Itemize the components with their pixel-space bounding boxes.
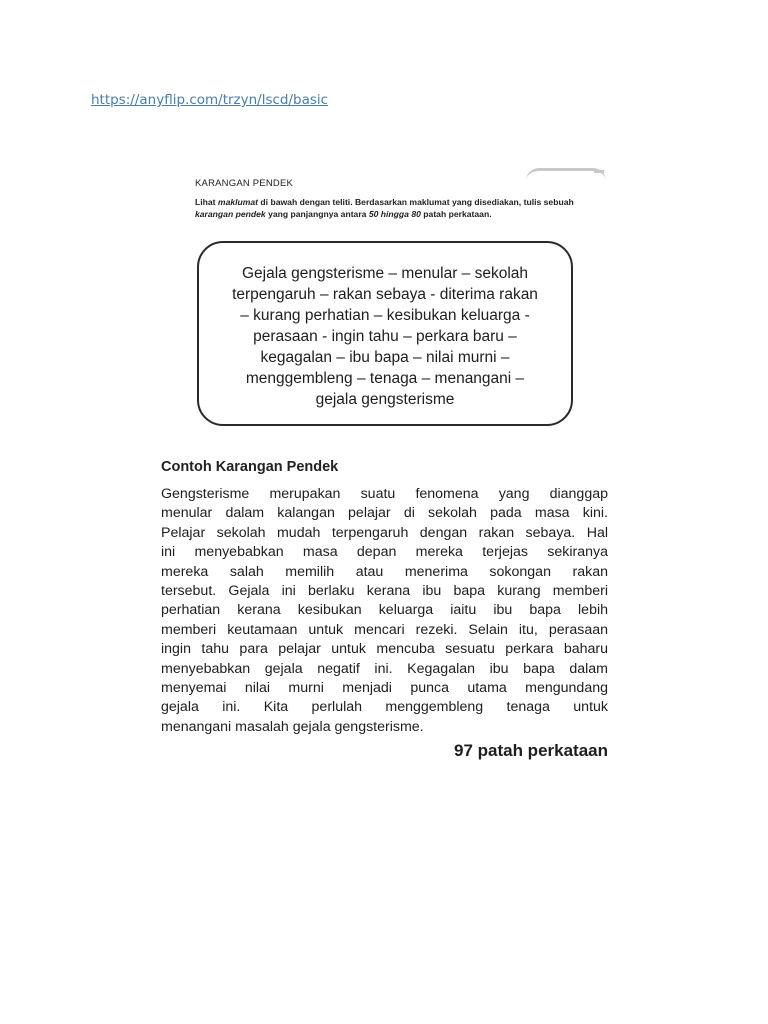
essay-line: ini menyebabkan masa depan mereka terjejas sekiranya	[161, 544, 608, 561]
instruction-part: Lihat	[195, 197, 218, 207]
keyword-line: – kurang perhatian – kesibukan keluarga -	[240, 307, 530, 324]
essay-line: tersebut. Gejala ini berlaku kerana ibu bapa kurang memberi	[161, 583, 608, 600]
worksheet-instructions	[195, 196, 605, 220]
essay-line: Gengsterisme merupakan suatu fenomena yang dianggap	[161, 486, 608, 502]
keyword-box	[197, 241, 573, 426]
essay-line: menular dalam kalangan pelajar di sekolah pada masa kini.	[161, 505, 608, 522]
source-link[interactable]: https://anyflip.com/trzyn/lscd/basic	[91, 92, 329, 108]
essay-line: menyebabkan gejala negatif ini. Kegagalan ibu bapa dalam	[161, 660, 608, 677]
keyword-line: perasaan - ingin tahu – perkara baru –	[253, 328, 517, 345]
example-essay	[161, 485, 608, 737]
essay-line: ingin tahu para pelajar untuk mencuba sesuatu perkara baharu	[161, 641, 608, 658]
essay-line: memberi keutamaan untuk mencari rezeki. Selain itu, perasaan	[161, 621, 608, 638]
example-heading: Contoh Karangan Pendek	[161, 459, 339, 475]
essay-line: perhatian kerana kesibukan keluarga iaitu ibu bapa lebih	[161, 602, 608, 619]
instruction-part: di bawah dengan teliti. Berdasarkan maklumat yang disediakan, tulis sebuah	[258, 197, 574, 207]
instruction-emphasis: maklumat	[217, 197, 259, 207]
essay-line: mereka salah memilih atau menerima sokongan rakan	[161, 563, 608, 580]
word-count: 97 patah perkataan	[453, 741, 608, 760]
keyword-line: kegagalan – ibu bapa – nilai murni –	[260, 349, 510, 366]
keyword-line: terpengaruh – rakan sebaya - diterima rakan	[232, 286, 538, 303]
scanned-worksheet-image	[150, 158, 620, 778]
essay-line: Pelajar sekolah mudah terpengaruh dengan rakan sebaya. Hal	[161, 524, 608, 541]
worksheet-title: KARANGAN PENDEK	[195, 178, 294, 189]
instruction-emphasis: 50 hingga 80	[368, 209, 421, 219]
instruction-emphasis: karangan pendek	[195, 209, 266, 219]
scan-artifact-mark	[594, 170, 604, 179]
keyword-line: gejala gengsterisme	[315, 391, 455, 408]
instruction-part: yang panjangnya antara	[265, 209, 369, 219]
keyword-line: menggembleng – tenaga – menangani –	[245, 370, 525, 387]
instruction-part: patah perkataan.	[420, 209, 492, 219]
essay-line: menangani masalah gejala gengsterisme.	[161, 718, 424, 735]
essay-line: menyemai nilai murni menjadi punca utama mengundang	[161, 680, 608, 697]
essay-line: gejala ini. Kita perlulah menggembleng tenaga untuk	[161, 699, 608, 716]
keyword-line: Gejala gengsterisme – menular – sekolah	[241, 265, 529, 282]
